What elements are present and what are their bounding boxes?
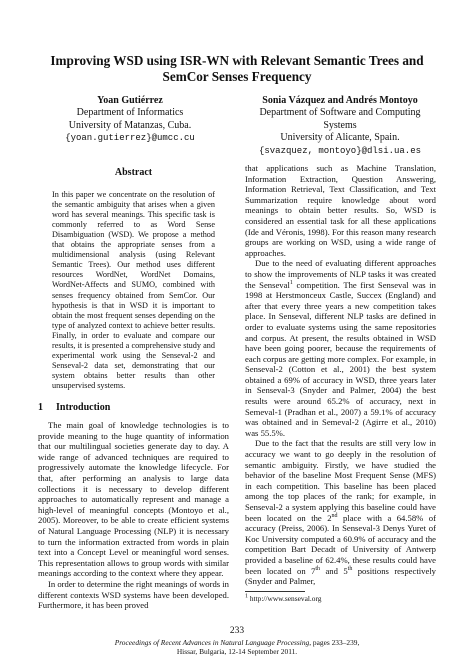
author-institution: University of Matanzas, Cuba. bbox=[68, 119, 192, 131]
footnote-url[interactable]: http://www.senseval.org bbox=[248, 593, 322, 603]
footnote-marker: 1 bbox=[289, 279, 293, 286]
right-paragraph-3 bbox=[245, 438, 436, 586]
author-name: Yoan Gutiérrez bbox=[97, 95, 163, 106]
text-run: competition. The first Senseval was in 1998 at Herstmonceux Castle, Succex (England) and after that every three years a new competition takes place. In Senseval, different NLP tasks are defined in order to evaluate systems using the same repositories and corpus. At present, the results obtained in WSD have been going poorer, because the requirements of each corpus are getting more complex. For example, in Senseval-2 (Cotton et al., 2001) the best system obtained a 69% of accuracy in WSD, three years later in Senseval-3 (Snyder and Palmer, 2004) the best results were around 65.2% of accuracy, next in Semeval-1 (Pradhan et al., 2007) a 59.1% of accuracy was obtained and in Semeval-2 (Agirre et al., 2010) was 55.5%. bbox=[245, 279, 436, 438]
right-paragraph-1: that applications such as Machine Translation, Information Extraction, Question Answering, Information Retrieval, Text Classification, and Text Summarization require knowledge about word meanings to obtain better results. So, WSD is considered an essential task for all these applications (Ide and Véronis, 1998). For this reason many research groups are working on WSD, using a wide range of approaches. bbox=[245, 163, 436, 258]
author-block-2 bbox=[240, 95, 440, 157]
author-email: {yoan.gutierrez}@umcc.cu bbox=[65, 133, 195, 144]
footer-location: Hissar, Bulgaria, 12-14 September 2011. bbox=[176, 647, 298, 657]
text-run: Due to the need of evaluating different approaches to show the improvements of NLP tasks it was created the Senseval bbox=[245, 258, 436, 290]
right-paragraph-2 bbox=[245, 258, 436, 438]
abstract-heading: Abstract bbox=[114, 167, 153, 178]
author-block-1 bbox=[55, 95, 205, 145]
paper-title: Improving WSD using ISR-WN with Relevant Semantic Trees and SemCor Senses Frequency bbox=[50, 53, 424, 84]
text-run: place with a 64.58% of accuracy (Preiss, 2006). In Senseval-3 Denys Yuret of Koc University computed a 60.9% of accuracy and the competition Bart Decadt of University of Antwerp provided a baseline of 62.4%, these results could have been located on 7 bbox=[245, 512, 436, 576]
text-run: and 5 bbox=[320, 565, 348, 576]
ordinal-superscript: th bbox=[315, 565, 321, 572]
text-run: positions respectively (Snyder and Palmer, bbox=[245, 565, 436, 587]
section-number: 1 bbox=[38, 402, 43, 414]
page-number: 233 bbox=[229, 626, 245, 636]
ordinal-superscript: nd bbox=[331, 512, 338, 519]
text-run: Due to the fact that the results are still very low in accuracy we want to go deeply in the resolution of semantic ambiguity. Firstly, we have studied the behavior of the baseline Most Frequent Sense (MFS) in each competition. This baseline has been placed among the top places of the rank; for example, in Senseval-2 a system applying this baseline could have been located on the 2 bbox=[245, 438, 436, 523]
footer-pages: , pages 233–239, bbox=[309, 638, 360, 647]
ordinal-superscript: th bbox=[347, 565, 353, 572]
author-department: Department of Software and Computing bbox=[259, 107, 421, 119]
abstract-text: In this paper we concentrate on the resolution of the semantic ambiguity that arises when a given word has several meanings. This specific task is commonly referred to as Word Sense Disambiguation (WSD). We propose a method that obtains the appropriate senses from a multidimensional analysis (using Relevant Semantic Trees). Our method uses different resources WordNet, WordNet Domains, WordNet-Affects and SUMO, combined with senses frequency obtained from SemCor. Our hypothesis is that in WSD it is important to obtain the most frequent senses depending on the type of analyzed context to achieve better results. Finally, in order to evaluate and compare our results, it is presented a comprehensive study and experimental work using the Senseval-2 and Senseval-2 data set, demonstrating that our system obtains better results than other unsupervised systems. bbox=[52, 189, 215, 391]
left-column bbox=[38, 168, 229, 611]
footnote bbox=[245, 594, 436, 603]
section-title: Introduction bbox=[56, 402, 111, 414]
author-name: Sonia Vázquez and Andrés Montoyo bbox=[262, 95, 418, 106]
author-institution: University of Alicante, Spain. bbox=[280, 132, 400, 144]
footnote-divider bbox=[245, 591, 305, 592]
intro-paragraph-2: In order to determine the right meanings of words in different contexts WSD systems have been developed. Furthermore, it has been proved bbox=[38, 578, 229, 611]
footnote-number: 1 bbox=[245, 593, 248, 600]
author-email: {svazquez, montoyo}@dlsi.ua.es bbox=[258, 145, 422, 156]
footer-venue: Proceedings of Recent Advances in Natural Language Processing bbox=[114, 638, 310, 647]
author-department: Department of Informatics bbox=[76, 107, 184, 119]
page-footer bbox=[0, 638, 474, 656]
author-department-continued: Systems bbox=[323, 119, 357, 131]
right-column bbox=[245, 163, 436, 603]
intro-paragraph-1: The main goal of knowledge technologies is to provide meaning to the huge quantity of information that our multilingual societies generate day to day. A wide range of advanced techniques are required to progressively automate the knowledge lifecycle. For that, after performing an analysis to large data collections it is necessary to develop different approaches to automatically represent and manage a high-level of meaningful concepts (Montoyo et al., 2005). Moreover, to be able to create efficient systems of Natural Language Processing (NLP) it is necessary to turn the information extracted from words in plain text into a Concept Level or meaningful word senses. This representation allows to group words with similar meanings according to the context where they appear. bbox=[38, 420, 229, 579]
section-heading-introduction bbox=[38, 403, 229, 414]
